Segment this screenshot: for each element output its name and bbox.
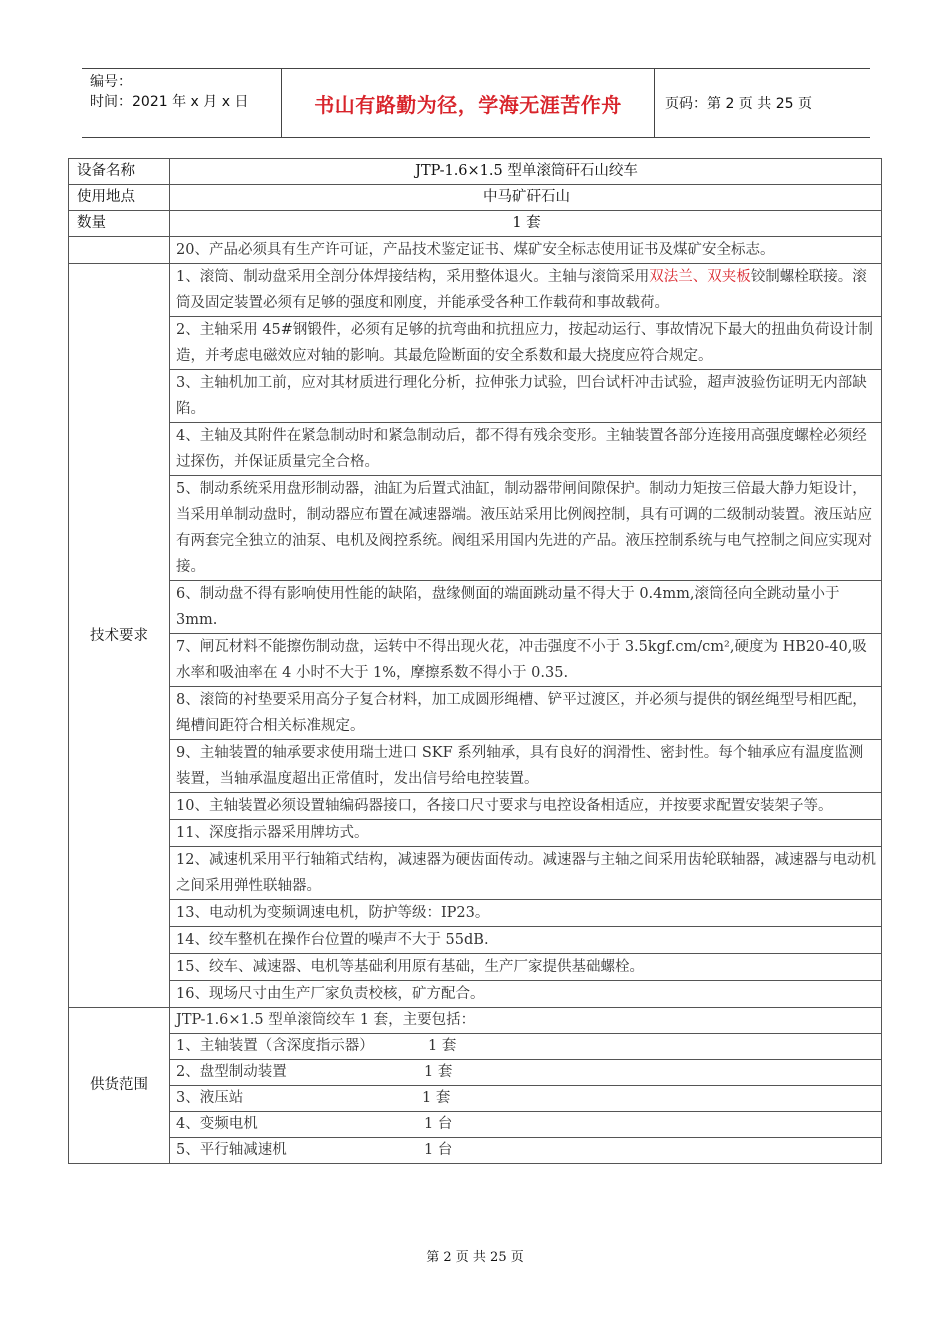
requirement-item-13: 13、电动机为变频调速电机，防护等级：IP23。 [170,900,882,927]
location-value: 中马矿矸石山 [170,185,882,211]
table-row [69,476,882,581]
table-row [69,820,882,847]
header-page-info: 页码：第 2 页 共 25 页 [665,96,812,112]
requirement-item-14: 14、绞车整机在操作台位置的噪声不大于 55dB. [170,927,882,954]
spec-table [68,158,882,1164]
table-row [69,900,882,927]
item1-text-a: 1、滚筒、制动盘采用全剖分体焊接结构，采用整体退火。主轴与滚筒采用 [176,269,650,285]
supply-item-name: 1、主轴装置（含深度指示器） [176,1038,374,1054]
supply-item-name: 2、盘型制动装置 [176,1064,287,1080]
requirement-item-3: 3、主轴机加工前，应对其材质进行理化分析，拉伸张力试验，凹台试杆冲击试验，超声波验伤证明无内部缺陷。 [170,370,882,423]
supply-item [170,1060,882,1086]
device-name-label: 设备名称 [69,159,170,185]
requirement-item-1 [170,264,882,317]
table-row [69,687,882,740]
requirement-item-7: 7、闸瓦材料不能擦伤制动盘，运转中不得出现火花，冲击强度不小于 3.5kgf.cm/cm²,硬度为 HB20-40,吸水率和吸油率在 4 小时不大于 1%，摩擦系数不得小于 0.35. [170,634,882,687]
header-motto: 书山有路勤为径，学海无涯苦作舟 [282,69,655,137]
table-row [69,581,882,634]
requirement-item-6: 6、制动盘不得有影响使用性能的缺陷，盘缘侧面的端面跳动量不得大于 0.4mm,滚筒径向全跳动量小于 3mm. [170,581,882,634]
table-row [69,793,882,820]
supply-intro: JTP-1.6×1.5 型单滚筒绞车 1 套，主要包括： [170,1008,882,1034]
supply-item [170,1112,882,1138]
table-row [69,1112,882,1138]
supply-item [170,1138,882,1164]
supply-item-qty: 1 套 [422,1090,451,1106]
supply-scope-label: 供货范围 [69,1008,170,1164]
table-row [69,423,882,476]
table-row [69,264,882,317]
table-row [69,847,882,900]
supply-item-qty: 1 台 [424,1116,453,1132]
supply-item-name: 3、液压站 [176,1090,244,1106]
table-row [69,1060,882,1086]
table-row [69,954,882,981]
device-name-value: JTP-1.6×1.5 型单滚筒矸石山绞车 [170,159,882,185]
supply-item-name: 4、变频电机 [176,1116,258,1132]
location-label: 使用地点 [69,185,170,211]
table-row [69,1008,882,1034]
supply-item [170,1034,882,1060]
table-row [69,370,882,423]
table-row [69,1086,882,1112]
supply-item-qty: 1 台 [424,1142,453,1158]
quantity-value: 1 套 [170,211,882,237]
requirement-item-15: 15、绞车、减速器、电机等基础利用原有基础，生产厂家提供基础螺栓。 [170,954,882,981]
table-row [69,237,882,264]
table-row [69,634,882,687]
time-label: 时间：2021 年 x 月 x 日 [90,94,249,110]
empty-label-cell [69,237,170,264]
table-row [69,1034,882,1060]
quantity-label: 数量 [69,211,170,237]
requirement-item-2: 2、主轴采用 45#钢锻件，必须有足够的抗弯曲和抗扭应力，按起动运行、事故情况下最大的扭曲负荷设计制造，并考虑电磁效应对轴的影响。其最危险断面的安全系数和最大挠度应符合规定。 [170,317,882,370]
supply-item-name: 5、平行轴减速机 [176,1142,287,1158]
requirement-item-10: 10、主轴装置必须设置轴编码器接口，各接口尺寸要求与电控设备相适应，并按要求配置安装架子等。 [170,793,882,820]
table-row [69,927,882,954]
page-footer: 第 2 页 共 25 页 [426,1250,524,1265]
item1-text-b: 铰制螺栓联接。滚筒及固定装置必须有足够的强度和刚度，并能承受各种工作载荷和事故载荷。 [176,269,867,311]
requirement-item-16: 16、现场尺寸由生产厂家负责校核，矿方配合。 [170,981,882,1008]
table-row [69,185,882,211]
table-row [69,1138,882,1164]
table-row [69,159,882,185]
requirement-item-5: 5、制动系统采用盘形制动器，油缸为后置式油缸，制动器带闸间隙保护。制动力矩按三倍最大静力矩设计，当采用单制动盘时，制动器应布置在减速器端。液压站采用比例阀控制，具有可调的二级制动装置。液压站应有两套完全独立的油泵、电机及阀控系统。阀组采用国内先进的产品。液压控制系统与电气控制之间应实现对接。 [170,476,882,581]
number-label: 编号： [90,74,132,90]
supply-item-qty: 1 套 [424,1064,453,1080]
item1-highlight: 双法兰、双夹板 [649,269,751,285]
table-row [69,740,882,793]
tech-requirements-label: 技术要求 [69,264,170,1008]
table-row [69,317,882,370]
requirement-item-9: 9、主轴装置的轴承要求使用瑞士进口 SKF 系列轴承，具有良好的润滑性、密封性。每个轴承应有温度监测装置，当轴承温度超出正常值时，发出信号给电控装置。 [170,740,882,793]
supply-item [170,1086,882,1112]
page-header [82,68,870,138]
supply-item-qty: 1 套 [428,1038,457,1054]
table-row [69,211,882,237]
requirement-item-4: 4、主轴及其附件在紧急制动时和紧急制动后，都不得有残余变形。主轴装置各部分连接用高强度螺栓必须经过探伤，并保证质量完全合格。 [170,423,882,476]
requirement-item-12: 12、减速机采用平行轴箱式结构，减速器为硬齿面传动。减速器与主轴之间采用齿轮联轴器，减速器与电动机之间采用弹性联轴器。 [170,847,882,900]
requirement-item-11: 11、深度指示器采用牌坊式。 [170,820,882,847]
requirement-item-8: 8、滚筒的衬垫要采用高分子复合材料，加工成圆形绳槽、铲平过渡区，并必须与提供的钢丝绳型号相匹配，绳槽间距符合相关标准规定。 [170,687,882,740]
table-row [69,981,882,1008]
requirement-item-20: 20、产品必须具有生产许可证，产品技术鉴定证书、煤矿安全标志使用证书及煤矿安全标志。 [170,237,882,264]
header-meta [82,69,282,137]
